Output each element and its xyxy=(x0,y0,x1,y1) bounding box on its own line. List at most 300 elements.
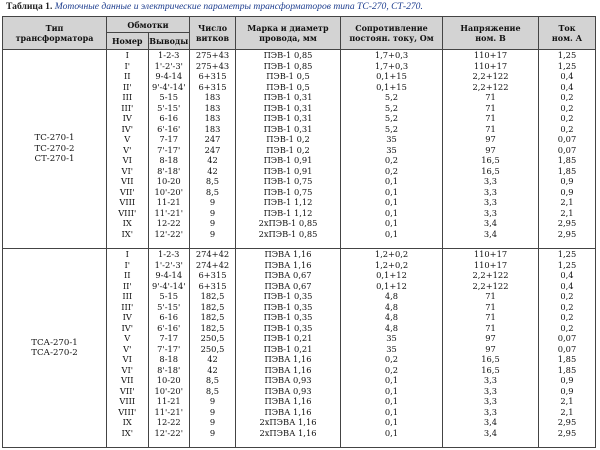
wire-value: ПЭВ-1 0,35 xyxy=(263,301,313,312)
current-value: 0,9 xyxy=(560,176,574,186)
wire-value: ПЭВ-1 0,75 xyxy=(263,186,313,197)
wire-value: ПЭВ-1 0,85 xyxy=(263,50,313,60)
current-value: 0,4 xyxy=(560,81,574,92)
outputs-value: 9'-4'-14' xyxy=(151,81,186,92)
resistance-value: 5,2 xyxy=(384,123,399,134)
voltage-value: 110+17 xyxy=(473,249,508,259)
header-windings: Обмотки xyxy=(107,17,190,33)
voltage-value: 71 xyxy=(485,123,496,134)
transformer-type-label: ТСА-270-1 xyxy=(31,337,78,348)
turns-value: 183 xyxy=(204,102,221,113)
outputs-value: 7'-17' xyxy=(157,144,181,155)
turns-value: 6+315 xyxy=(198,280,227,291)
current-value: 1,25 xyxy=(557,50,577,60)
header-voltage xyxy=(443,17,539,50)
turns-value: 9 xyxy=(209,228,216,239)
resistance-value: 0,1 xyxy=(384,228,399,239)
number-cell xyxy=(107,50,149,249)
number-value: V' xyxy=(123,343,132,354)
current-value: 1,25 xyxy=(557,249,577,259)
current-value: 0,4 xyxy=(560,270,574,280)
wire-value: ПЭВ-1 0,21 xyxy=(263,343,313,354)
current-value: 1,25 xyxy=(557,259,577,270)
outputs-value: 11-21 xyxy=(156,197,181,207)
transformer-type-label: ТС-270-1 xyxy=(34,133,75,144)
transformer-data-table xyxy=(2,16,596,448)
voltage-value: 3,4 xyxy=(483,218,498,228)
current-value: 0,4 xyxy=(560,280,574,291)
resistance-value: 0,1 xyxy=(384,197,399,207)
turns-value: 9 xyxy=(209,406,216,417)
wire-value: ПЭВ-1 0,31 xyxy=(263,102,313,113)
number-value: III' xyxy=(121,102,134,113)
wire-value: ПЭВА 0,93 xyxy=(264,385,312,396)
resistance-cell xyxy=(341,50,443,249)
voltage-value: 71 xyxy=(485,312,496,322)
current-value: 0,4 xyxy=(560,71,574,81)
current-value: 0,9 xyxy=(560,375,574,385)
transformer-group-row xyxy=(3,249,596,448)
number-value: VIII' xyxy=(118,406,137,417)
number-value: VI xyxy=(122,155,132,165)
voltage-value: 3,4 xyxy=(483,417,498,427)
outputs-value: 6'-16' xyxy=(157,123,181,134)
outputs-value: 7-17 xyxy=(159,134,179,144)
wire-cell xyxy=(236,249,341,448)
turns-value: 8,5 xyxy=(205,375,220,385)
turns-value: 182,5 xyxy=(200,291,225,301)
number-value: IX xyxy=(122,417,132,427)
current-cell xyxy=(539,50,596,249)
resistance-value: 0,2 xyxy=(384,364,399,375)
wire-value: ПЭВА 1,16 xyxy=(264,364,312,375)
resistance-value: 4,8 xyxy=(384,322,399,333)
wire-cell xyxy=(236,50,341,249)
header-wire-line-1: Марка и диаметр xyxy=(247,22,329,33)
header-turns-line-1: Число xyxy=(197,22,228,33)
current-value: 0,07 xyxy=(557,144,577,155)
voltage-value: 3,3 xyxy=(483,186,498,197)
wire-value: 2хПЭВ-1 0,85 xyxy=(258,218,318,228)
resistance-value: 4,8 xyxy=(384,301,399,312)
resistance-value: 0,1 xyxy=(384,396,399,406)
resistance-value: 0,1 xyxy=(384,176,399,186)
resistance-value: 0,1 xyxy=(384,186,399,197)
outputs-value: 5-15 xyxy=(159,291,179,301)
outputs-cell xyxy=(148,249,190,448)
current-value: 0,2 xyxy=(560,92,574,102)
outputs-value: 5'-15' xyxy=(157,102,181,113)
number-value: IV' xyxy=(121,123,134,134)
resistance-cell xyxy=(341,249,443,448)
header-resistance-line-2: постоян. току, Ом xyxy=(349,33,434,43)
header-voltage-line-2: ном. В xyxy=(475,33,506,43)
outputs-value: 10-20 xyxy=(156,176,181,186)
header-type xyxy=(3,17,107,50)
resistance-value: 0,2 xyxy=(384,165,399,176)
wire-value: ПЭВА 0,67 xyxy=(264,280,312,291)
number-value: VIII xyxy=(119,197,136,207)
voltage-value: 3,3 xyxy=(483,396,498,406)
outputs-cell xyxy=(148,50,190,249)
voltage-value: 97 xyxy=(485,343,496,354)
wire-value: ПЭВ-1 1,12 xyxy=(263,197,313,207)
turns-value: 274+42 xyxy=(195,249,230,259)
outputs-value: 5-15 xyxy=(159,92,179,102)
turns-value: 183 xyxy=(204,123,221,134)
turns-value: 6+315 xyxy=(198,81,227,92)
voltage-value: 71 xyxy=(485,291,496,301)
wire-value: ПЭВ-1 0,35 xyxy=(263,312,313,322)
resistance-value: 0,1+12 xyxy=(376,270,407,280)
turns-value: 183 xyxy=(204,92,221,102)
voltage-value: 71 xyxy=(485,301,496,312)
table-caption xyxy=(6,0,596,14)
current-value: 2,1 xyxy=(560,197,574,207)
outputs-value: 9'-4'-14' xyxy=(151,280,186,291)
header-type-line-1: Тип xyxy=(45,22,64,33)
turns-value: 9 xyxy=(209,417,216,427)
number-value: IX' xyxy=(121,228,133,239)
header-resistance xyxy=(341,17,443,50)
turns-value: 250,5 xyxy=(200,343,225,354)
number-value: I xyxy=(125,50,129,60)
number-value: II' xyxy=(122,81,132,92)
current-value: 2,95 xyxy=(557,228,577,239)
resistance-value: 0,1 xyxy=(384,406,399,417)
turns-value: 42 xyxy=(207,354,218,364)
resistance-value: 35 xyxy=(386,144,397,155)
outputs-value: 11'-21' xyxy=(154,406,183,417)
wire-value: ПЭВ-1 0,31 xyxy=(263,92,313,102)
outputs-value: 5'-15' xyxy=(157,301,181,312)
outputs-value: 8-18 xyxy=(159,155,179,165)
turns-value: 42 xyxy=(207,155,218,165)
number-value: I' xyxy=(124,60,131,71)
outputs-value: 9-4-14 xyxy=(155,71,183,81)
current-value: 0,2 xyxy=(560,322,574,333)
resistance-value: 35 xyxy=(386,134,397,144)
number-value: IV xyxy=(122,113,132,123)
wire-value: ПЭВ-1 1,12 xyxy=(263,207,313,218)
transformer-type-label: ТСА-270-2 xyxy=(31,348,78,358)
outputs-value: 1'-2'-3' xyxy=(154,60,183,71)
wire-value: ПЭВА 1,16 xyxy=(264,259,312,270)
wire-value: ПЭВА 1,16 xyxy=(264,396,312,406)
number-value: I' xyxy=(124,259,131,270)
number-value: III' xyxy=(121,301,134,312)
wire-value: ПЭВ-1 0,35 xyxy=(263,291,313,301)
number-value: II' xyxy=(122,280,132,291)
voltage-value: 71 xyxy=(485,102,496,113)
resistance-value: 35 xyxy=(386,333,397,343)
number-value: V xyxy=(124,134,131,144)
resistance-value: 4,8 xyxy=(384,312,399,322)
number-value: IX xyxy=(122,218,132,228)
outputs-value: 6-16 xyxy=(159,113,179,123)
wire-value: 2хПЭВ-1 0,85 xyxy=(258,228,318,239)
turns-value: 9 xyxy=(209,197,216,207)
number-value: VII' xyxy=(119,385,135,396)
wire-value: ПЭВ-1 0,75 xyxy=(263,176,313,186)
turns-value: 6+315 xyxy=(198,270,227,280)
current-value: 0,2 xyxy=(560,102,574,113)
number-value: IV' xyxy=(121,322,134,333)
number-value: VI xyxy=(122,354,132,364)
wire-value: ПЭВ-1 0,21 xyxy=(263,333,313,343)
turns-value: 9 xyxy=(209,396,216,406)
voltage-value: 3,3 xyxy=(483,207,498,218)
outputs-value: 11-21 xyxy=(156,396,181,406)
number-cell xyxy=(107,249,149,448)
wire-value: ПЭВА 1,16 xyxy=(264,249,312,259)
number-value: III xyxy=(122,92,133,102)
number-value: II xyxy=(123,71,131,81)
table-body xyxy=(3,50,596,448)
resistance-value: 1,2+0,2 xyxy=(374,249,409,259)
current-value: 1,85 xyxy=(557,165,577,176)
turns-value: 275+43 xyxy=(195,60,230,71)
current-value: 0,2 xyxy=(560,113,574,123)
voltage-value: 16,5 xyxy=(481,165,500,176)
voltage-value: 3,3 xyxy=(483,176,498,186)
outputs-value: 6-16 xyxy=(159,312,179,322)
outputs-value: 10'-20' xyxy=(154,186,183,197)
voltage-value: 3,3 xyxy=(483,375,498,385)
resistance-value: 0,1+15 xyxy=(376,71,407,81)
number-value: VI' xyxy=(121,364,134,375)
header-current-line-2: ном. А xyxy=(551,33,583,43)
current-value: 0,07 xyxy=(557,333,577,343)
voltage-value: 2,2+122 xyxy=(472,270,509,280)
number-value: III xyxy=(122,291,133,301)
voltage-value: 2,2+122 xyxy=(472,71,509,81)
wire-value: ПЭВ-1 0,5 xyxy=(266,81,310,92)
voltage-value: 3,4 xyxy=(483,228,498,239)
resistance-value: 0,2 xyxy=(384,155,399,165)
current-value: 1,25 xyxy=(557,60,577,71)
turns-value: 8,5 xyxy=(205,186,220,197)
voltage-value: 110+17 xyxy=(473,259,508,270)
turns-value: 6+315 xyxy=(198,71,227,81)
number-value: I xyxy=(125,249,129,259)
current-value: 0,9 xyxy=(560,385,574,396)
voltage-value: 71 xyxy=(485,92,496,102)
turns-cell xyxy=(190,249,236,448)
header-outputs: Выводы xyxy=(148,33,190,50)
turns-value: 247 xyxy=(204,134,221,144)
resistance-value: 0,1 xyxy=(384,375,399,385)
voltage-value: 16,5 xyxy=(481,354,500,364)
wire-value: ПЭВА 1,16 xyxy=(264,406,312,417)
turns-value: 182,5 xyxy=(200,322,225,333)
wire-value: ПЭВ-1 0,35 xyxy=(263,322,313,333)
header-voltage-line-1: Напряжение xyxy=(460,22,521,33)
outputs-value: 12-22 xyxy=(156,218,181,228)
outputs-value: 12'-22' xyxy=(154,228,183,239)
voltage-value: 2,2+122 xyxy=(472,280,509,291)
turns-value: 250,5 xyxy=(200,333,225,343)
transformer-type-label: ТС-270-2 xyxy=(34,143,75,154)
voltage-value: 71 xyxy=(485,113,496,123)
header-type-line-2: трансформатора xyxy=(15,33,94,43)
wire-value: ПЭВ-1 0,5 xyxy=(266,71,310,81)
outputs-value: 1'-2'-3' xyxy=(154,259,183,270)
turns-value: 42 xyxy=(207,165,218,176)
voltage-value: 3,3 xyxy=(483,385,498,396)
outputs-value: 8'-18' xyxy=(157,364,181,375)
number-value: VI' xyxy=(121,165,134,176)
number-value: VII xyxy=(120,176,134,186)
resistance-value: 0,1+15 xyxy=(376,81,407,92)
outputs-value: 10-20 xyxy=(156,375,181,385)
resistance-value: 0,1 xyxy=(384,417,399,427)
turns-value: 182,5 xyxy=(200,312,225,322)
current-cell xyxy=(539,249,596,448)
current-value: 0,2 xyxy=(560,291,574,301)
number-value: IV xyxy=(122,312,132,322)
outputs-value: 6'-16' xyxy=(157,322,181,333)
wire-value: ПЭВА 0,67 xyxy=(264,270,312,280)
outputs-value: 8-18 xyxy=(159,354,179,364)
outputs-value: 7-17 xyxy=(159,333,179,343)
number-value: VII xyxy=(120,375,134,385)
outputs-value: 7'-17' xyxy=(157,343,181,354)
resistance-value: 5,2 xyxy=(384,92,399,102)
resistance-value: 0,1+12 xyxy=(376,280,407,291)
voltage-value: 97 xyxy=(485,333,496,343)
current-value: 2,95 xyxy=(557,218,577,228)
outputs-value: 11'-21' xyxy=(154,207,183,218)
resistance-value: 1,7+0,3 xyxy=(374,60,409,71)
table-header xyxy=(3,17,596,50)
header-resistance-line-1: Сопротивление xyxy=(355,22,428,33)
wire-value: 2хПЭВА 1,16 xyxy=(259,417,317,427)
turns-value: 183 xyxy=(204,113,221,123)
voltage-value: 97 xyxy=(485,134,496,144)
wire-value: 2хПЭВА 1,16 xyxy=(259,427,317,438)
turns-value: 182,5 xyxy=(200,301,225,312)
turns-value: 9 xyxy=(209,207,216,218)
header-current xyxy=(539,17,596,50)
wire-value: ПЭВ-1 0,91 xyxy=(263,165,313,176)
header-turns-line-2: витков xyxy=(195,33,230,43)
resistance-value: 0,1 xyxy=(384,427,399,438)
voltage-value: 110+17 xyxy=(473,60,508,71)
resistance-value: 1,2+0,2 xyxy=(374,259,409,270)
resistance-value: 4,8 xyxy=(384,291,399,301)
resistance-value: 0,2 xyxy=(384,354,399,364)
turns-value: 275+43 xyxy=(195,50,230,60)
transformer-group-row xyxy=(3,50,596,249)
number-value: II xyxy=(123,270,131,280)
voltage-value: 71 xyxy=(485,322,496,333)
resistance-value: 1,7+0,3 xyxy=(374,50,409,60)
transformer-type-cell xyxy=(3,50,107,249)
outputs-value: 12-22 xyxy=(156,417,181,427)
turns-value: 247 xyxy=(204,144,221,155)
wire-value: ПЭВА 1,16 xyxy=(264,354,312,364)
transformer-type-cell xyxy=(3,249,107,448)
number-value: VII' xyxy=(119,186,135,197)
resistance-value: 5,2 xyxy=(384,102,399,113)
outputs-value: 1-2-3 xyxy=(158,249,180,259)
caption-label: Таблица 1. xyxy=(6,1,53,12)
voltage-value: 3,3 xyxy=(483,197,498,207)
transformer-type-label: СТ-270-1 xyxy=(34,154,75,165)
resistance-value: 0,1 xyxy=(384,218,399,228)
current-value: 2,1 xyxy=(560,406,574,417)
turns-value: 274+42 xyxy=(195,259,230,270)
turns-value: 8,5 xyxy=(205,176,220,186)
current-value: 0,07 xyxy=(557,343,577,354)
turns-value: 8,5 xyxy=(205,385,220,396)
voltage-value: 110+17 xyxy=(473,50,508,60)
voltage-value: 97 xyxy=(485,144,496,155)
voltage-value: 16,5 xyxy=(481,155,500,165)
caption-text: Моточные данные и электрические параметры трансформаторов типа ТС-270, СТ-270. xyxy=(54,1,423,12)
resistance-value: 0,1 xyxy=(384,207,399,218)
outputs-value: 10'-20' xyxy=(154,385,183,396)
resistance-value: 0,1 xyxy=(384,385,399,396)
current-value: 1,85 xyxy=(557,364,577,375)
voltage-value: 16,5 xyxy=(481,364,500,375)
number-value: IX' xyxy=(121,427,133,438)
current-value: 0,2 xyxy=(560,301,574,312)
voltage-value: 3,4 xyxy=(483,427,498,438)
current-value: 1,85 xyxy=(557,155,577,165)
wire-value: ПЭВ-1 0,2 xyxy=(266,144,310,155)
header-turns xyxy=(190,17,236,50)
outputs-value: 12'-22' xyxy=(154,427,183,438)
number-value: VIII xyxy=(119,396,136,406)
current-value: 0,2 xyxy=(560,312,574,322)
voltage-value: 3,3 xyxy=(483,406,498,417)
turns-value: 42 xyxy=(207,364,218,375)
wire-value: ПЭВ-1 0,85 xyxy=(263,60,313,71)
current-value: 0,9 xyxy=(560,186,574,197)
outputs-value: 8'-18' xyxy=(157,165,181,176)
voltage-value: 2,2+122 xyxy=(472,81,509,92)
current-value: 0,07 xyxy=(557,134,577,144)
number-value: V' xyxy=(123,144,132,155)
header-number: Номер xyxy=(107,33,149,50)
outputs-value: 1-2-3 xyxy=(158,50,180,60)
voltage-cell xyxy=(443,249,539,448)
wire-value: ПЭВ-1 0,2 xyxy=(266,134,310,144)
current-value: 2,95 xyxy=(557,417,577,427)
current-value: 2,1 xyxy=(560,207,574,218)
number-value: V xyxy=(124,333,131,343)
current-value: 2,95 xyxy=(557,427,577,438)
outputs-value: 9-4-14 xyxy=(155,270,183,280)
header-wire xyxy=(236,17,341,50)
number-value: VIII' xyxy=(118,207,137,218)
turns-value: 9 xyxy=(209,218,216,228)
current-value: 2,1 xyxy=(560,396,574,406)
resistance-value: 35 xyxy=(386,343,397,354)
resistance-value: 5,2 xyxy=(384,113,399,123)
voltage-cell xyxy=(443,50,539,249)
wire-value: ПЭВ-1 0,91 xyxy=(263,155,313,165)
turns-cell xyxy=(190,50,236,249)
header-wire-line-2: провода, мм xyxy=(259,33,317,43)
wire-value: ПЭВ-1 0,31 xyxy=(263,123,313,134)
turns-value: 9 xyxy=(209,427,216,438)
header-current-line-1: Ток xyxy=(558,22,576,33)
wire-value: ПЭВ-1 0,31 xyxy=(263,113,313,123)
current-value: 1,85 xyxy=(557,354,577,364)
